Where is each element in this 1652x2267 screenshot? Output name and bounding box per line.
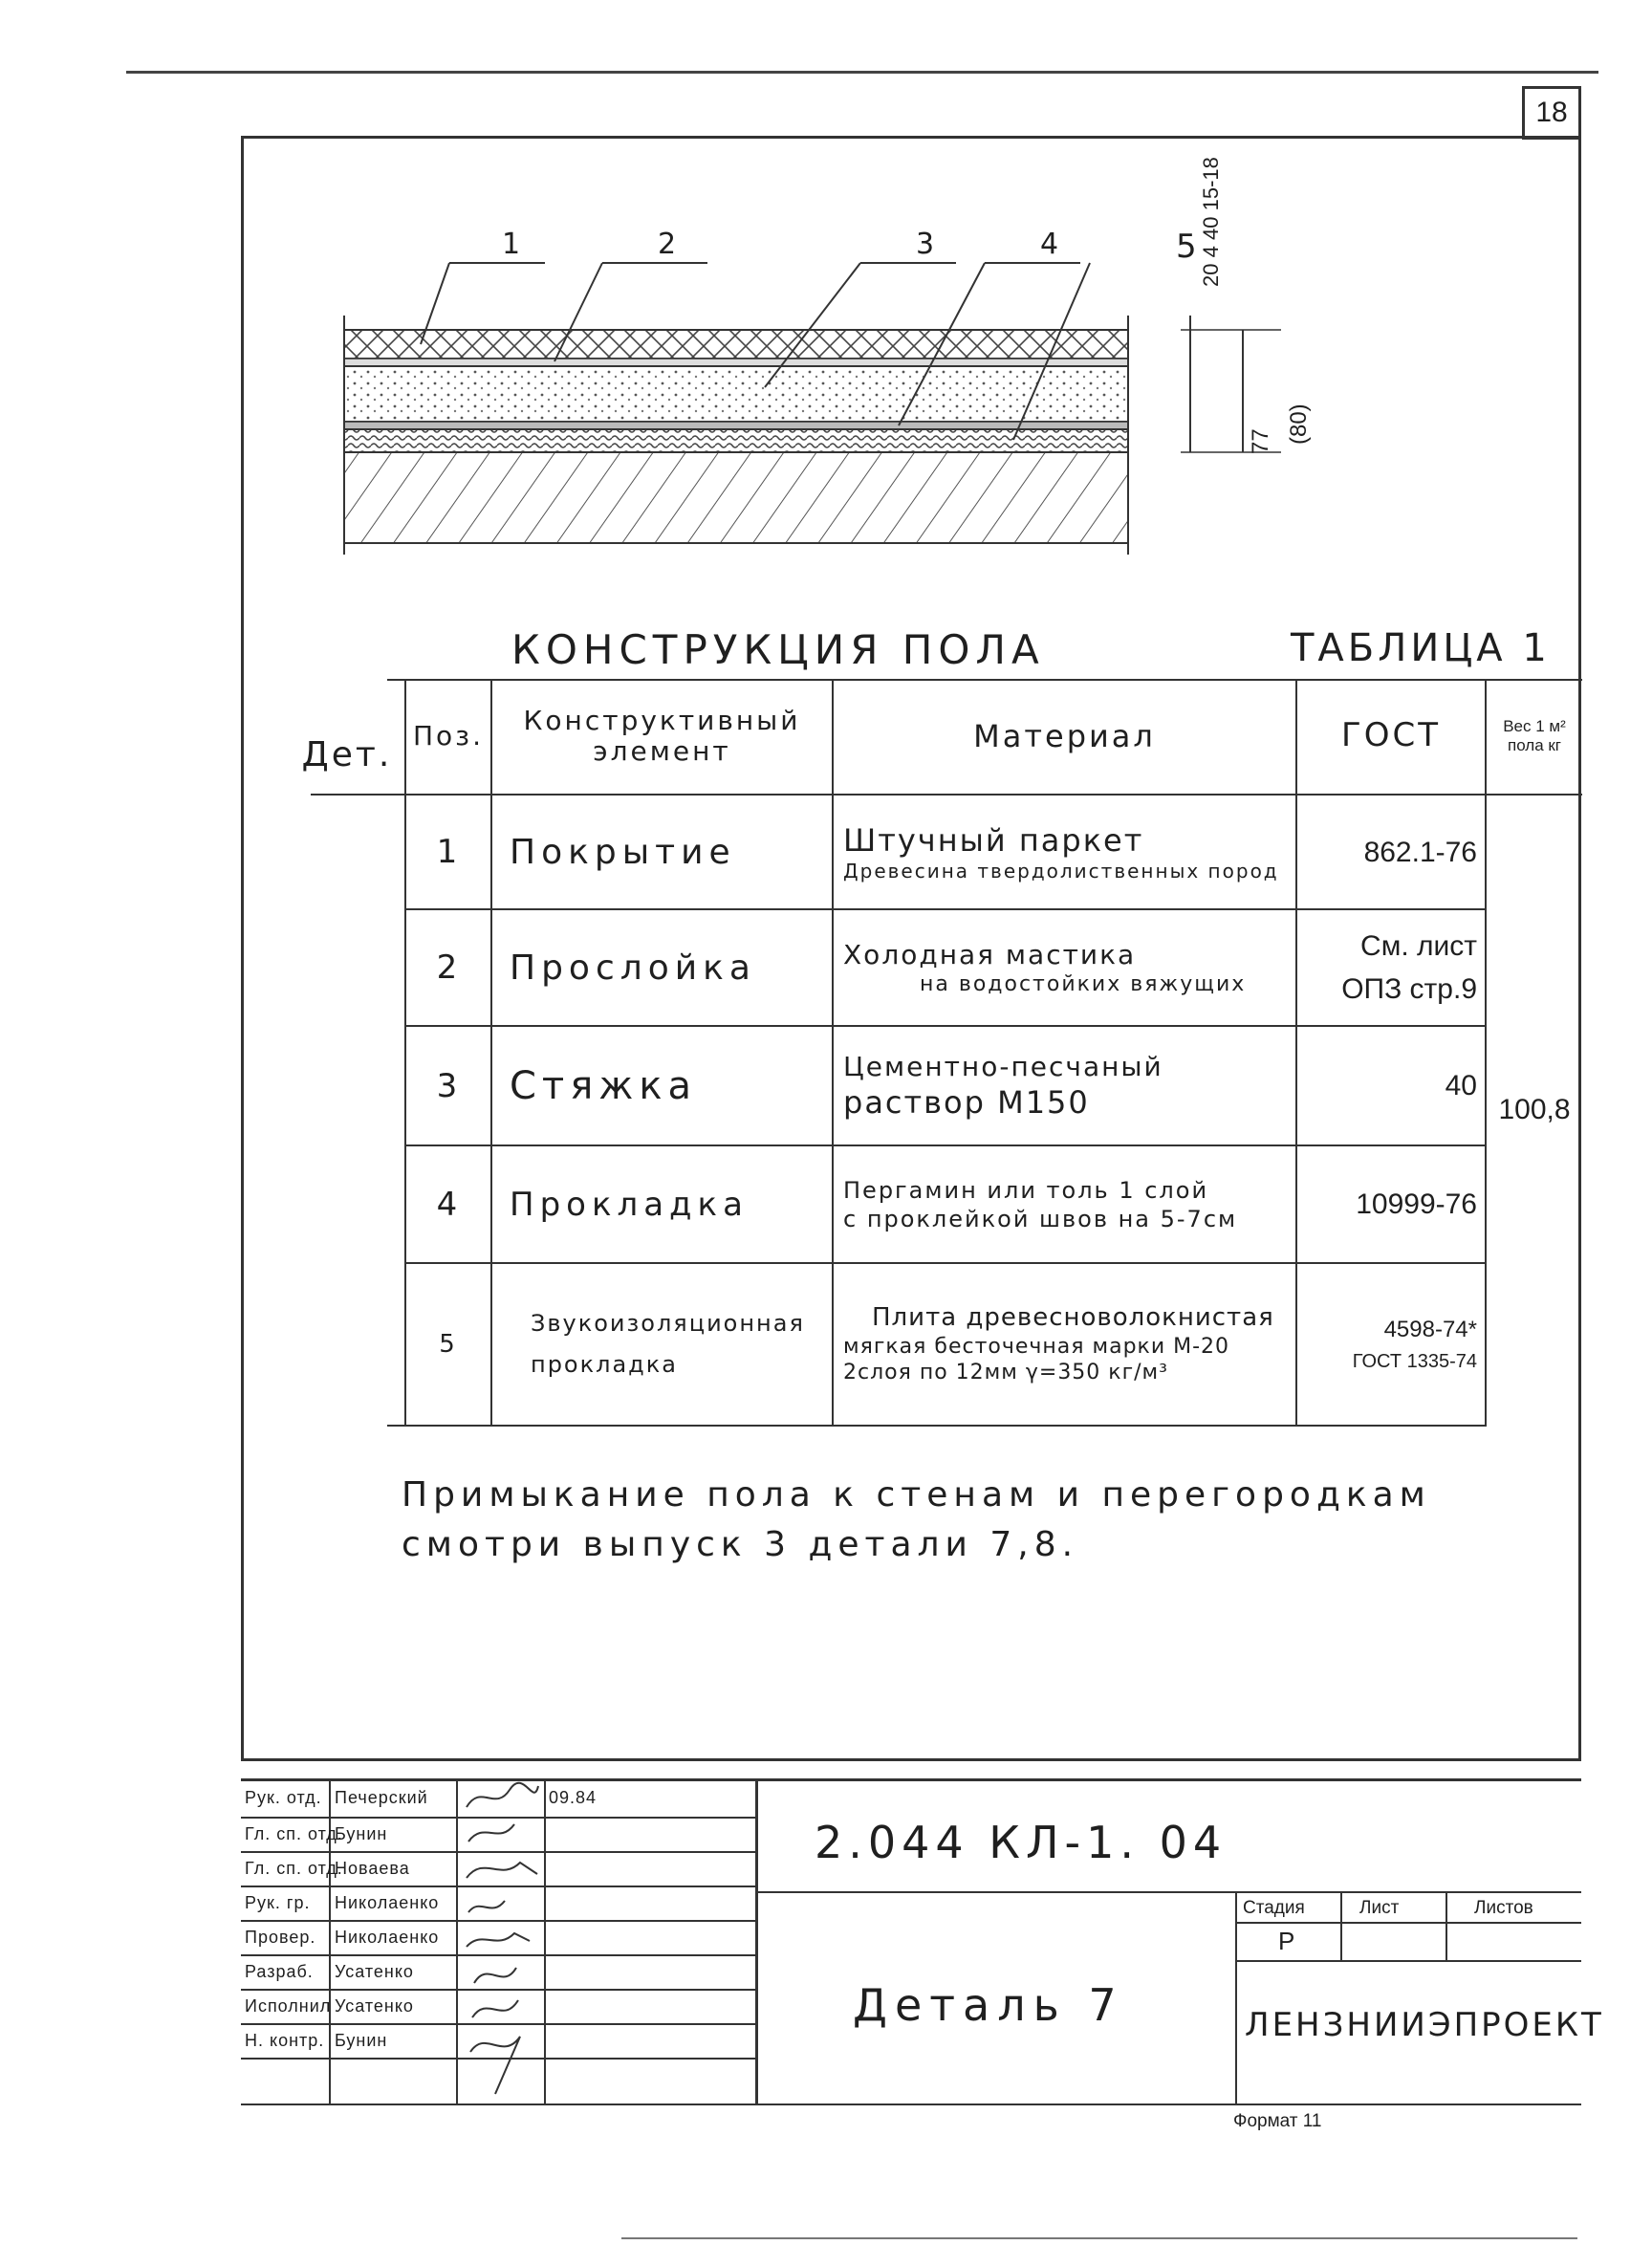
sig-role-1: Рук. отд. xyxy=(245,1788,322,1807)
weight-value: 100,8 xyxy=(1498,1094,1571,1125)
layer-parquet xyxy=(344,330,1128,359)
row-4-material: Пергамин или толь 1 слой с проклейкой швов на 5-7см xyxy=(843,1176,1238,1232)
row-2-element: Прослойка xyxy=(510,948,756,988)
header-pos: Поз. xyxy=(413,719,484,752)
row-3-pos: 3 xyxy=(436,1066,461,1105)
top-border-line xyxy=(126,71,1598,74)
row-1-element: Покрытие xyxy=(510,832,736,872)
sig-name-8: Бунин xyxy=(335,2031,388,2050)
sheet-number: 18 xyxy=(1522,86,1581,140)
callout-4: 4 xyxy=(1040,228,1062,261)
dimension-80: (80) xyxy=(1286,403,1312,445)
row-5-element: Звукоизоляционная прокладка xyxy=(531,1309,805,1378)
note-text: Примыкание пола к стенам и перегородкам смотри выпуск 3 детали 7,8. xyxy=(402,1475,1431,1565)
header-detail: Дет. xyxy=(301,735,393,775)
format-label: Формат 11 xyxy=(1233,2111,1322,2131)
row-4-element: Прокладка xyxy=(510,1185,749,1224)
drawing-code: 2.044 КЛ-1. 04 xyxy=(815,1817,1228,1868)
sig-name-4: Николаенко xyxy=(335,1893,440,1912)
callout-3: 3 xyxy=(916,228,938,261)
layer-roofing-felt xyxy=(344,422,1128,429)
stage-label: Стадия xyxy=(1243,1898,1305,1918)
sig-role-3: Гл. сп. отд. xyxy=(245,1859,343,1878)
sig-role-7: Исполнил xyxy=(245,1996,332,2016)
floor-construction-table xyxy=(301,679,1582,1444)
bottom-line xyxy=(621,2237,1577,2239)
header-weight: Вес 1 м² пола кг xyxy=(1503,717,1566,754)
header-element: Конструктивный элемент xyxy=(523,704,801,767)
section-title: КОНСТРУКЦИЯ ПОЛА xyxy=(511,626,1045,673)
signatures-handwritten xyxy=(457,1778,543,2104)
row-2-pos: 2 xyxy=(436,948,461,987)
layer-screed xyxy=(344,366,1128,422)
sig-role-8: Н. контр. xyxy=(245,2031,325,2050)
sig-name-5: Николаенко xyxy=(335,1928,440,1947)
sig-name-7: Усатенко xyxy=(335,1996,414,2016)
detail-name: Деталь 7 xyxy=(853,1979,1124,2031)
row-2-material: Холодная мастика на водостойких вяжущих xyxy=(843,938,1247,996)
sheet-label: Лист xyxy=(1359,1898,1400,1918)
callout-2: 2 xyxy=(658,228,680,261)
sig-name-1: Печерский xyxy=(335,1788,428,1807)
row-5-gost: 4598-74* ГОСТ 1335-74 xyxy=(1352,1317,1477,1372)
sig-name-2: Бунин xyxy=(335,1824,388,1843)
row-3-gost: 40 xyxy=(1445,1070,1477,1101)
row-5-pos: 5 xyxy=(439,1330,458,1359)
header-material: Материал xyxy=(973,717,1156,754)
header-gost: ГОСТ xyxy=(1340,716,1441,755)
title-block xyxy=(241,1778,1604,2104)
sig-name-6: Усатенко xyxy=(335,1962,414,1981)
sig-name-3: Новаева xyxy=(335,1859,410,1878)
row-3-material: Цементно-песчаный раствор М150 xyxy=(843,1051,1163,1121)
row-1-material: Штучный паркет Древесина твердолиственных пород xyxy=(843,821,1279,883)
dimension-77: 77 xyxy=(1248,428,1273,454)
sig-role-4: Рук. гр. xyxy=(245,1893,311,1912)
dimension-chain: 20 4 40 15-18 xyxy=(1199,157,1223,287)
sig-date-1: 09.84 xyxy=(549,1788,598,1807)
row-4-gost: 10999-76 xyxy=(1356,1188,1477,1220)
table-title: ТАБЛИЦА 1 xyxy=(1291,626,1551,670)
callout-5: 5 xyxy=(1176,228,1200,266)
row-5-material: Плита древесноволокнистая мягкая бесточечная марки М-20 2слоя по 12мм γ=350 кг/м³ xyxy=(843,1303,1274,1385)
layer-fiberboard xyxy=(344,429,1128,452)
sheets-label: Листов xyxy=(1474,1898,1533,1918)
layer-mastic xyxy=(344,359,1128,366)
stage-value: Р xyxy=(1278,1927,1295,1955)
row-4-pos: 4 xyxy=(436,1185,461,1224)
row-2-gost: См. лист ОПЗ стр.9 xyxy=(1341,930,1477,1005)
sig-role-5: Провер. xyxy=(245,1928,316,1947)
slab xyxy=(344,452,1128,543)
organization-name: ЛЕНЗНИИЭПРОЕКТ xyxy=(1245,2006,1604,2044)
row-3-element: Стяжка xyxy=(510,1063,697,1108)
row-1-gost: 862.1-76 xyxy=(1363,836,1477,868)
row-1-pos: 1 xyxy=(436,833,461,871)
sig-role-6: Разраб. xyxy=(245,1962,314,1981)
sig-role-2: Гл. сп. отд. xyxy=(245,1824,343,1843)
callout-1: 1 xyxy=(502,228,524,261)
